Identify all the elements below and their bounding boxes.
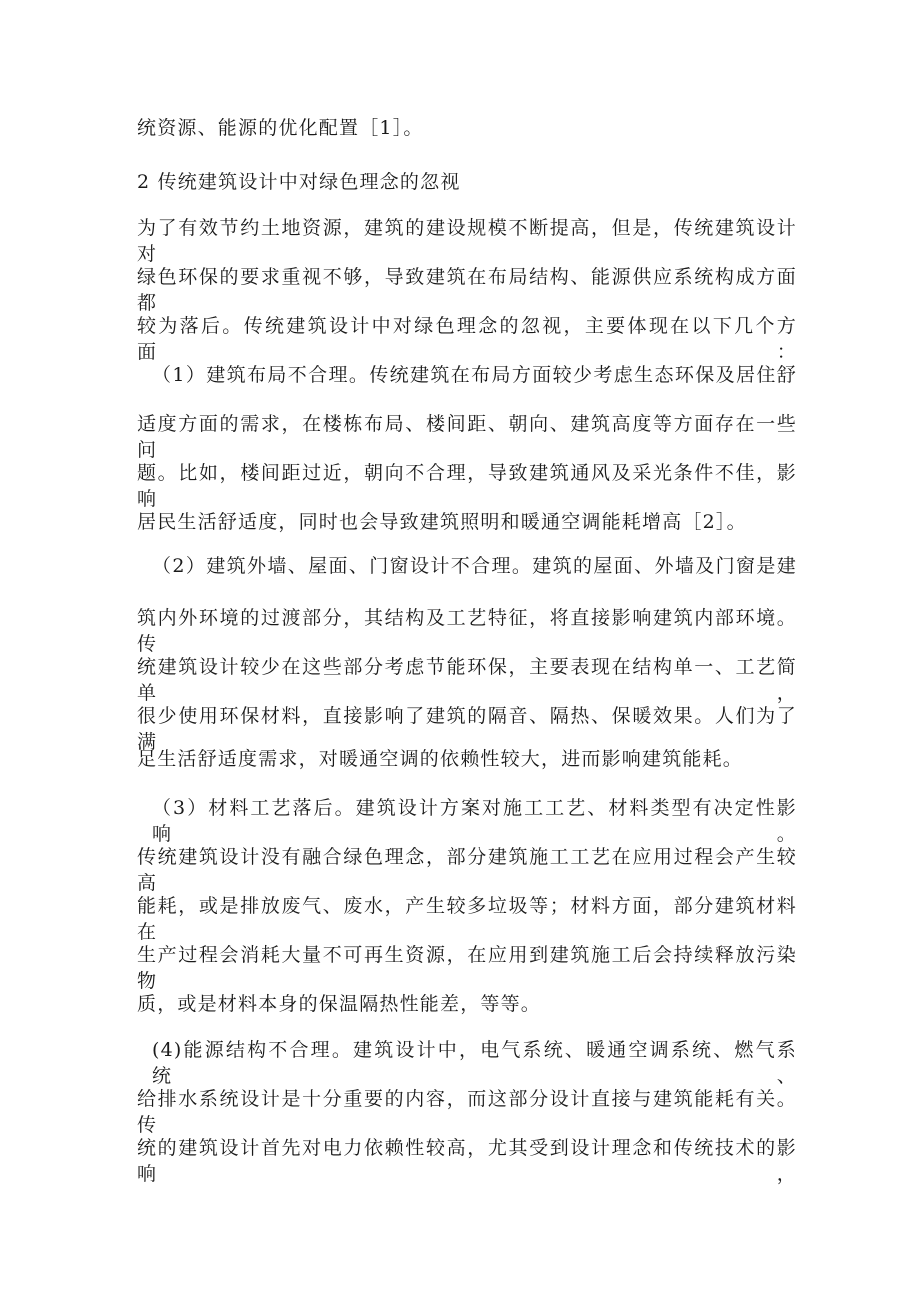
paragraph-line: 给排水系统设计是十分重要的内容，而这部分设计直接与建筑能耗有关。传 [137,1088,797,1136]
paragraph-line: 题。比如，楼间距过近，朝向不合理，导致建筑通风及采光条件不佳，影响 [137,462,797,510]
paragraph-line: 质，或是材料本身的保温隔热性能差，等等。 [137,993,542,1015]
list-item-line: (4)能源结构不合理。建筑设计中，电气系统、暖通空调系统、燃气系统、 [152,1039,797,1087]
paragraph-line: 统资源、能源的优化配置［1］。 [137,117,424,139]
paragraph-line: 居民生活舒适度，同时也会导致建筑照明和暖通空调能耗增高［2］。 [137,511,747,533]
paragraph-line: 统建筑设计较少在这些部分考虑节能环保，主要表现在结构单一、工艺简单， [137,656,797,704]
paragraph-line: 较为落后。传统建筑设计中对绿色理念的忽视，主要体现在以下几个方面： [137,315,797,363]
list-item-line: （2）建筑外墙、屋面、门窗设计不合理。建筑的屋面、外墙及门窗是建 [152,555,797,577]
paragraph-line: 很少使用环保材料，直接影响了建筑的隔音、隔热、保暖效果。人们为了满 [137,705,797,753]
list-item-line: （1）建筑布局不合理。传统建筑在布局方面较少考虑生态环保及居住舒 [152,364,797,386]
paragraph-line: 生产过程会消耗大量不可再生资源，在应用到建筑施工后会持续释放污染物 [137,944,797,992]
paragraph-line: 为了有效节约土地资源，建筑的建设规模不断提高，但是，传统建筑设计对 [137,217,797,265]
list-item-line: （3）材料工艺落后。建筑设计方案对施工工艺、材料类型有决定性影响。 [152,797,797,845]
paragraph-line: 筑内外环境的过渡部分，其结构及工艺特征，将直接影响建筑内部环境。传 [137,607,797,655]
paragraph-line: 传统建筑设计没有融合绿色理念，部分建筑施工工艺在应用过程会产生较高 [137,846,797,894]
paragraph-line: 适度方面的需求，在楼栋布局、楼间距、朝向、建筑高度等方面存在一些问 [137,413,797,461]
paragraph-line: 能耗，或是排放废气、废水，产生较多垃圾等；材料方面，部分建筑材料在 [137,895,797,943]
paragraph-line: 统的建筑设计首先对电力依赖性较高，尤其受到设计理念和传统技术的影响， [137,1137,797,1185]
section-heading: 2 传统建筑设计中对绿色理念的忽视 [137,171,461,193]
paragraph-line: 足生活舒适度需求，对暖通空调的依赖性较大，进而影响建筑能耗。 [137,748,744,770]
paragraph-line: 绿色环保的要求重视不够，导致建筑在布局结构、能源供应系统构成方面都 [137,266,797,314]
